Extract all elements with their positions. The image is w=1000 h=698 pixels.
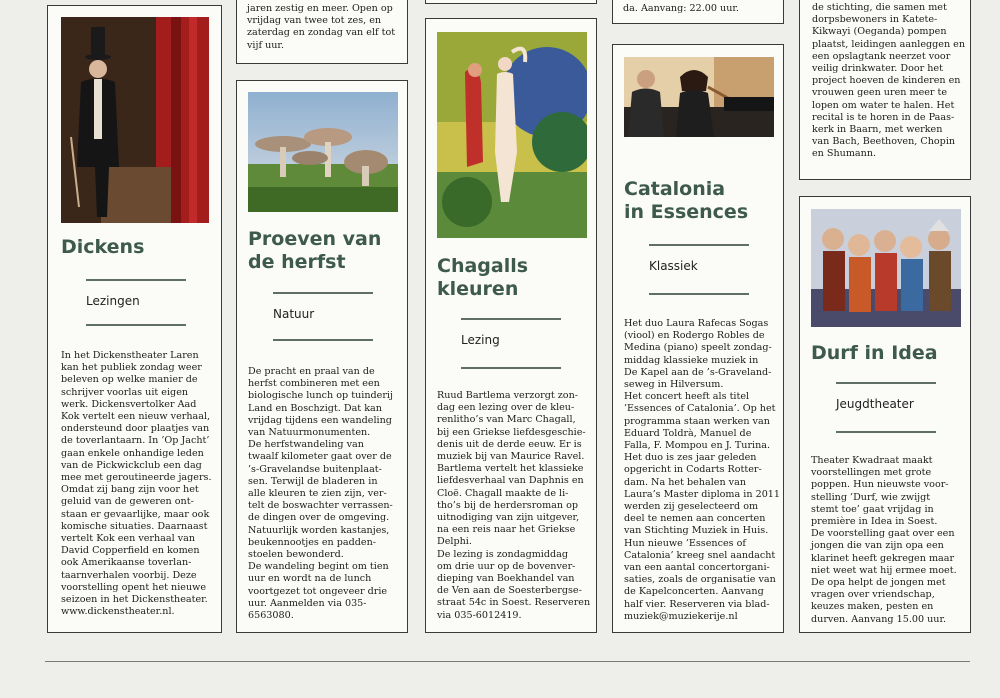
title-rule xyxy=(273,292,373,294)
fragment-text: jaren zestig en meer. Open op vrijdag van twee tot zes, en zaterdag en zondag van elf tot vijf uur. xyxy=(247,3,396,51)
page-divider xyxy=(45,661,970,662)
article-catalonia-in-essences xyxy=(612,44,784,633)
article-category: Lezingen xyxy=(86,294,140,308)
category-rule xyxy=(273,339,373,341)
fragment-box-top-center xyxy=(425,0,597,4)
photo-dickens-performer xyxy=(61,17,209,223)
fragment-box-top-left xyxy=(236,0,408,64)
article-durf-in-idea xyxy=(799,196,971,633)
fragment-text: da. Aanvang: 22.00 uur. xyxy=(623,3,739,14)
article-category: Natuur xyxy=(273,307,315,321)
title-rule xyxy=(649,244,749,246)
photo-puppets xyxy=(811,209,961,327)
photo-violin-piano-duo xyxy=(624,57,774,137)
article-category: Klassiek xyxy=(649,259,698,273)
article-title: Dickens xyxy=(61,236,145,258)
fragment-box-top-right xyxy=(799,0,971,180)
category-rule xyxy=(836,431,936,433)
photo-mushrooms xyxy=(248,92,398,212)
title-rule xyxy=(461,318,561,320)
article-proeven-van-de-herfst xyxy=(236,80,408,633)
article-body: Het duo Laura Rafecas Sogas (viool) en Rodergo Robles de Medina (piano) speelt zondag- middag klassieke muziek in De Kapel aan de ’s-Graveland- seweg in Hilversum. Het concert heeft als titel ’Essences of Catalonia’. Op het programma staan werken van Eduard Toldrà, Manuel de Falla, F. Mompou en J. Turina. Het duo is zes jaar geleden opgericht in Codarts Rotter- dam. Na het behalen van Laura’s Master diploma in 2011 werden zij geselecteerd om deel te nemen aan concerten van Stichting Muziek in Huis. Hun nieuwe ’Essences of Catalonia’ kreeg snel aandacht van een aantal concertorgani- saties, zoals de organisatie van de Kapelconcerten. Aanvang half vier. Reserveren via blad- muziek@muziekerije.nl xyxy=(624,318,781,622)
article-body: In het Dickenstheater Laren kan het publiek zondag weer beleven op welke manier de schrijver voorlas uit eigen werk. Dickensvertolker Aad Kok vertelt een nieuw verhaal, ondersteund door plaatjes van de toverlantaarn. In ’Op Jacht’ gaan enkele onhandige leden van de Pickwickclub een dag mee met geroutineerde jagers. Omdat zij bang zijn voor het geluid van de geweren ont- staan er gevaarlijke, maar ook komische situaties. Daarnaast vertelt Kok een verhaal van David Copperfield en komen ook Amerikaanse toverlan- taarnverhalen voorbij. Deze voorstelling opent het nieuwe seizoen in het Dickenstheater. www.dickenstheater.nl. xyxy=(61,350,212,618)
category-rule xyxy=(649,293,749,295)
category-rule xyxy=(86,324,186,326)
article-dickens xyxy=(47,5,222,633)
title-rule xyxy=(86,279,186,281)
article-title: Proeven van de herfst xyxy=(248,228,382,273)
article-title: Chagalls kleuren xyxy=(437,255,529,300)
category-rule xyxy=(461,367,561,369)
title-rule xyxy=(836,382,936,384)
article-body: De pracht en praal van de herfst combineren met een biologische lunch op tuinderij Land en Boschzigt. Dat kan vrijdag tijdens een wandeling van Natuurmonumenten. De herfstwandeling van twaalf kilometer gaat over de ’s-Gravelandse buitenplaat- sen. Terwijl de bladeren in alle kleuren te zien zijn, ver- telt de boswachter verrassen- de dingen over de omgeving. Natuurlijk worden kastanjes, beukennootjes en padden- stoelen bewonderd. De wandeling begint om tien uur en wordt na de lunch voortgezet tot ongeveer drie uur. Aanmelden via 035- 6563080. xyxy=(248,366,393,622)
fragment-text: de stichting, die samen met dorpsbewoners in Katete- Kikwayi (Oeganda) pompen plaatst, leidingen aanleggen en een opslagtank neerzet voor veilig drinkwater. Door het project hoeven de kinderen en vrouwen geen uren meer te lopen om water te halen. Het recital is te horen in de Paas- kerk in Baarn, met werken van Bach, Beethoven, Chopin en Shumann. xyxy=(812,2,966,160)
article-body: Ruud Bartlema verzorgt zon- dag een lezing over de kleu- renlitho’s van Marc Chagall, bij een Griekse liefdesgeschie- denis uit de derde eeuw. Er is muziek bij van Maurice Ravel. Bartlema vertelt het klassieke liefdesverhaal van Daphnis en Cloë. Chagall maakte de li- tho’s bij de herdersroman op uitnodiging van zijn uitgever, na een reis naar het Griekse Delphi. De lezing is zondagmiddag om drie uur op de bovenver- dieping van Boekhandel van de Ven aan de Soesterbergse- straat 54c in Soest. Reserveren via 035-6012419. xyxy=(437,390,591,621)
article-body: Theater Kwadraat maakt voorstellingen met grote poppen. Hun nieuwste voor- stelling ’Durf, wie zwijgt stemt toe’ gaat vrijdag in première in Idea in Soest. De voorstelling gaat over een jongen die van zijn opa een klarinet heeft gekregen maar niet weet wat hij ermee moet. De opa helpt de jongen met vragen over vriendschap, keuzes maken, pesten en durven. Aanvang 15.00 uur. xyxy=(811,455,957,625)
article-category: Lezing xyxy=(461,333,500,347)
article-title: Durf in Idea xyxy=(811,342,938,364)
photo-chagall-litho xyxy=(437,32,587,238)
article-title: Catalonia in Essences xyxy=(624,178,749,223)
article-chagalls-kleuren xyxy=(425,18,597,633)
fragment-box-top-mid xyxy=(612,0,784,24)
article-category: Jeugdtheater xyxy=(836,397,914,411)
